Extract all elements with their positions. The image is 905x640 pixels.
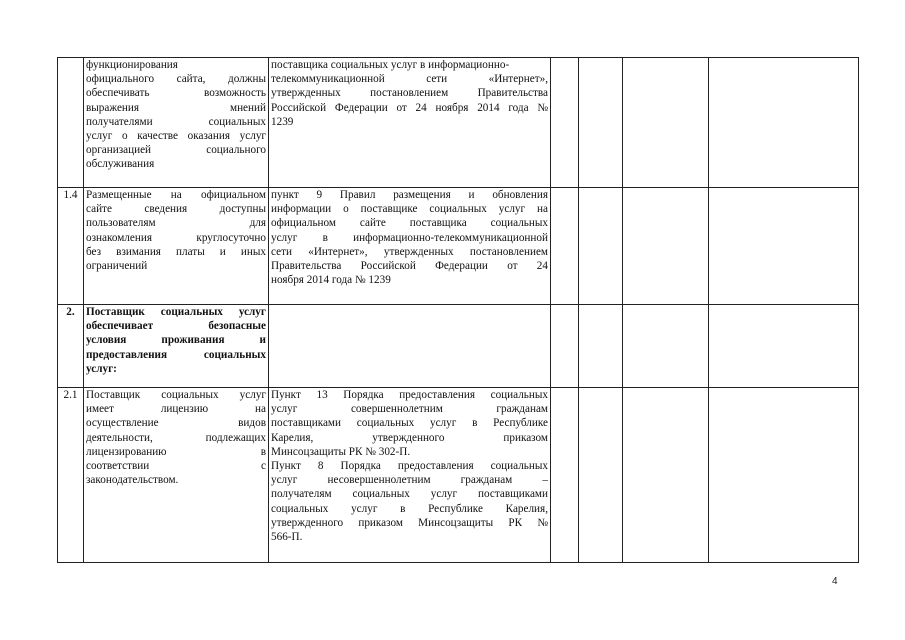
basis-line: услуг в информационно-телекоммуникационной [271,231,548,244]
basis-line: Карелия, утвержденного приказом [271,431,548,444]
criterion-line: обслуживания [86,158,155,171]
empty-cell [623,305,709,388]
criterion-cell [84,58,269,188]
basis-line: поставщика социальных услуг в информационно- [271,59,510,71]
criterion-cell [84,388,269,563]
table-row [58,188,859,305]
criterion-line: законодательством. [86,474,179,487]
criterion-line: официального сайта, должны [86,73,266,86]
table-row [58,388,859,563]
criterion-line: условия проживания и [86,334,266,347]
criterion-line: обеспечивать возможность [86,87,266,100]
basis-line: Российской Федерации от 24 ноября 2014 года № [271,101,548,114]
basis-line: услуг несовершеннолетним гражданам – [271,474,548,487]
basis-line: получателям социальных услуг поставщиками [271,488,548,501]
basis-line: Пункт 13 Порядка предоставления социальных [271,389,548,401]
criterion-line: получателями социальных [86,115,266,128]
criterion-line: выражения мнений [86,101,266,114]
empty-cell [709,388,859,563]
basis-cell [269,58,551,188]
criterion-line: функционирования [86,59,178,71]
criterion-line: сайте сведения доступны [86,203,266,216]
basis-line: утвержденных постановлением Правительства [271,87,548,100]
page-number: 4 [832,576,838,587]
basis-line: Правительства Российской Федерации от 24 [271,260,548,273]
empty-cell [709,58,859,188]
table-row [58,58,859,188]
basis-line: социальных услуг в Республике Карелия, [271,502,548,515]
empty-cell [551,388,579,563]
row-number [58,58,84,188]
criterion-line: услуг: [86,362,117,375]
criterion-line: имеет лицензию на [86,403,266,416]
empty-cell [579,388,623,563]
criterion-line: пользователям для [86,217,266,230]
criterion-line: Размещенные на официальном [86,189,266,201]
basis-line: услуг совершеннолетним гражданам [271,403,548,416]
criterion-line: осуществление видов [86,417,266,430]
basis-line: телекоммуникационной сети «Интернет», [271,73,548,86]
row-number: 2.1 [58,388,84,563]
criterion-line: предоставления социальных [86,348,266,361]
criterion-line: Поставщик социальных услуг [86,389,266,401]
basis-cell [269,388,551,563]
criterion-line: ознакомления круглосуточно [86,231,266,244]
basis-cell [269,188,551,305]
table-row [58,305,859,388]
criterion-line: деятельности, подлежащих [86,431,266,444]
basis-line: сети «Интернет», утвержденных постановлением [271,245,548,258]
criteria-table [57,57,859,563]
criterion-line: ограничений [86,260,148,273]
basis-line: Пункт 8 Порядка предоставления социальных [271,460,548,473]
basis-line: 566-П. [271,531,303,544]
criterion-line: лицензированию в [86,445,266,458]
empty-cell [551,305,579,388]
basis-line: ноября 2014 года № 1239 [271,274,391,287]
empty-cell [269,305,551,388]
empty-cell [579,305,623,388]
empty-cell [709,305,859,388]
basis-line: поставщиками социальных услуг в Республике [271,417,548,430]
empty-cell [551,188,579,305]
empty-cell [579,58,623,188]
criterion-line: соответствии с [86,460,266,473]
criterion-line: без взимания платы и иных [86,245,266,258]
basis-line: утвержденного приказом Минсоцзащиты РК № [271,516,548,529]
empty-cell [709,188,859,305]
basis-line: информации о поставщике социальных услуг на [271,203,548,216]
section-number: 2. [58,305,84,388]
empty-cell [623,388,709,563]
basis-line: пункт 9 Правил размещения и обновления [271,189,548,201]
basis-line: 1239 [271,115,294,128]
criterion-line: услуг о качестве оказания услуг [86,130,266,143]
criterion-line: организацией социального [86,144,266,157]
empty-cell [623,188,709,305]
empty-cell [579,188,623,305]
basis-line: официальном сайте поставщика социальных [271,217,548,230]
empty-cell [551,58,579,188]
row-number: 1.4 [58,188,84,305]
section-criterion-cell [84,305,269,388]
empty-cell [623,58,709,188]
basis-line: Минсоцзащиты РК № 302-П. [271,445,411,458]
criterion-line: Поставщик социальных услуг [86,306,266,318]
criterion-line: обеспечивает безопасные [86,320,266,333]
criterion-cell [84,188,269,305]
